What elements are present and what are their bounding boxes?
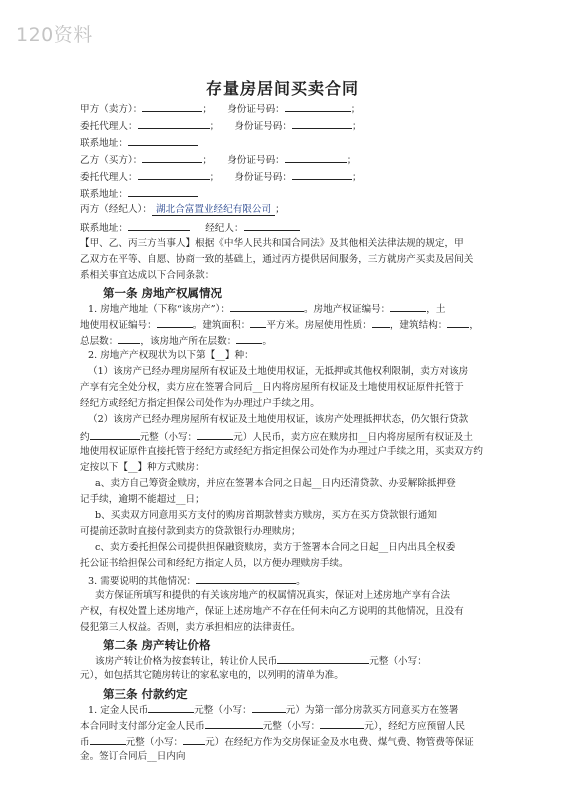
blank-field[interactable]: [142, 153, 202, 163]
blank-field[interactable]: [196, 574, 296, 584]
art1-option-b: 可提前还款时直接付款到卖方的贷款银行办理赎房；: [80, 526, 301, 537]
art1-s1-line: 产享有完全处分权，卖方应在签署合同后__日内将房屋所有权证及土地使用权证原件托管于: [80, 382, 464, 393]
blank-field[interactable]: [128, 187, 198, 197]
blank-field[interactable]: [252, 703, 286, 713]
blank-field[interactable]: [447, 318, 469, 328]
party-c-address-line: 联系地址： 经纪人：: [80, 221, 300, 235]
art1-line: 1. 房地产地址（下称“该房产”）： 。房地产权证编号： ，土: [88, 304, 446, 315]
art1-option-a: a、卖方自己筹资金赎房，并应在签署本合同之日起__日内还清贷款、办妥解除抵押登: [95, 478, 456, 489]
art3-line: 币 元整（小写： 元）在经纪方作为交房保证金及水电费、煤气费、物管费等保证: [80, 737, 474, 748]
party-a-agent-line: 委托代理人： ； 身份证号码： ；: [80, 121, 362, 132]
blank-field[interactable]: [118, 334, 140, 344]
blank-field[interactable]: [138, 170, 210, 180]
blank-field[interactable]: [244, 221, 300, 231]
blank-field[interactable]: [128, 221, 190, 231]
blank-field[interactable]: [142, 102, 202, 112]
party-a-line: 甲方（卖方）： ； 身份证号码： ；: [80, 104, 361, 115]
intro-line: 【甲、乙、丙三方当事人】根据《中华人民共和国合同法》及其他相关法律法规的规定，甲: [80, 238, 464, 249]
page-title: 存量房居间买卖合同: [205, 79, 359, 98]
art1-option-a: 记手续，逾期不能超过__日；: [80, 494, 205, 505]
company-name: 湖北合富置业经纪有限公司: [152, 204, 275, 216]
party-c-line: 丙方（经纪人）： 湖北合富置业经纪有限公司 ；: [80, 204, 285, 215]
art1-guarantee-line: 侵犯第三人权益。否则，卖方承担相应的法律责任。: [80, 622, 301, 633]
art1-s2-line: 约 元整（小写： 元）人民币，卖方应在赎房扣__日内将房屋所有权证及土: [80, 432, 473, 443]
art3-line: 金。签订合同后__日内向: [80, 751, 186, 762]
art1-line: 地使用权证编号： 。建筑面积： 平方米。房屋使用性质： ，建筑结构： ，: [80, 320, 479, 331]
party-a-address-line: 联系地址：: [80, 136, 198, 150]
art2-line: 该房产转让价格为按套转让，转让价人民币 元整（小写：: [95, 656, 427, 667]
blank-field[interactable]: [372, 318, 390, 328]
art3-line: 1. 定金人民币 元整（小写： 元）为第一部分房款买方同意买方在签署: [88, 705, 459, 716]
blank-field[interactable]: [277, 654, 369, 664]
party-b-line: 乙方（买方）： ； 身份证号码： ；: [80, 155, 357, 166]
art1-s1-line: （1）该房产已经办理房屋所有权证及土地使用权证，无抵押或其他权利限制，卖方对该房: [88, 366, 469, 377]
intro-line: 乙双方在平等、自愿、协商一致的基础上，通过丙方提供居间服务，三方就房产买卖及居间关: [80, 254, 474, 265]
art3-line: 本合同时支付部分定金人民币 元整（小写： 元），经纪方应预留人民: [80, 721, 466, 732]
blank-field[interactable]: [197, 430, 233, 440]
blank-field[interactable]: [230, 302, 304, 312]
art1-guarantee-line: 卖方保证所填写和提供的有关该房地产的权属情况真实，保证对上述房地产享有合法: [95, 590, 450, 601]
blank-field[interactable]: [236, 334, 262, 344]
party-b-address-line: 联系地址：: [80, 187, 198, 201]
blank-field[interactable]: [390, 302, 426, 312]
intro-line: 系相关事宜达成以下合同条款：: [80, 270, 215, 281]
blank-field[interactable]: [292, 170, 352, 180]
blank-field[interactable]: [183, 735, 205, 745]
blank-field[interactable]: [90, 735, 126, 745]
art1-s2-line: （2）该房产已经办理房屋所有权证及土地使用权证，该房产处理抵押状态，仍欠银行贷款: [88, 414, 469, 425]
blank-field[interactable]: [157, 318, 193, 328]
blank-field[interactable]: [320, 719, 364, 729]
blank-field[interactable]: [90, 430, 140, 440]
blank-field[interactable]: [128, 136, 198, 146]
art1-s2-line: 定按以下【__】种方式赎房：: [80, 462, 205, 473]
article-1-heading: 第一条 房地产权属情况: [103, 286, 223, 300]
blank-field[interactable]: [250, 318, 266, 328]
art1-other-line: 3. 需要说明的其他情况： 。: [88, 576, 306, 587]
party-b-agent-line: 委托代理人： ； 身份证号码： ；: [80, 172, 362, 183]
art1-status-line: 2. 房地产产权现状为以下第【__】种：: [88, 350, 254, 361]
art2-line: 元），如包括其它随房转让的家私家电的，以列明的清单为准。: [80, 670, 344, 681]
watermark: 120资料: [16, 24, 93, 46]
art1-s1-line: 经纪方或经纪方指定担保公司处作为办理过户手续之用。: [80, 398, 320, 409]
blank-field[interactable]: [285, 153, 347, 163]
blank-field[interactable]: [138, 119, 210, 129]
art1-s2-line: 地使用权证原件直接托管于经纪方或经纪方指定担保公司处作为办理过户手续之用，买卖双方约: [80, 446, 483, 457]
art1-option-c: c、卖方委托担保公司提供担保融资赎房，卖方于签署本合同之日起__日内出具全权委: [95, 542, 456, 553]
blank-field[interactable]: [292, 119, 352, 129]
art1-line: 总层数： ，该房地产所在层数： 。: [80, 336, 272, 347]
article-3-heading: 第三条 付款约定: [103, 687, 188, 701]
art1-guarantee-line: 产权，有权处置上述房地产，保证上述房地产不存在任何未向乙方说明的其他情况，且没有: [80, 606, 464, 617]
blank-field[interactable]: [285, 102, 351, 112]
article-2-heading: 第二条 房产转让价格: [103, 638, 211, 652]
blank-field[interactable]: [148, 703, 194, 713]
blank-field[interactable]: [205, 719, 263, 729]
art1-option-b: b、买卖双方同意用买方支付的购房首期款替卖方赎房，买方在买方贷款银行通知: [95, 510, 437, 521]
art1-option-c: 托公证书给担保公司和经纪方指定人员，以方便办理赎房手续。: [80, 558, 349, 569]
